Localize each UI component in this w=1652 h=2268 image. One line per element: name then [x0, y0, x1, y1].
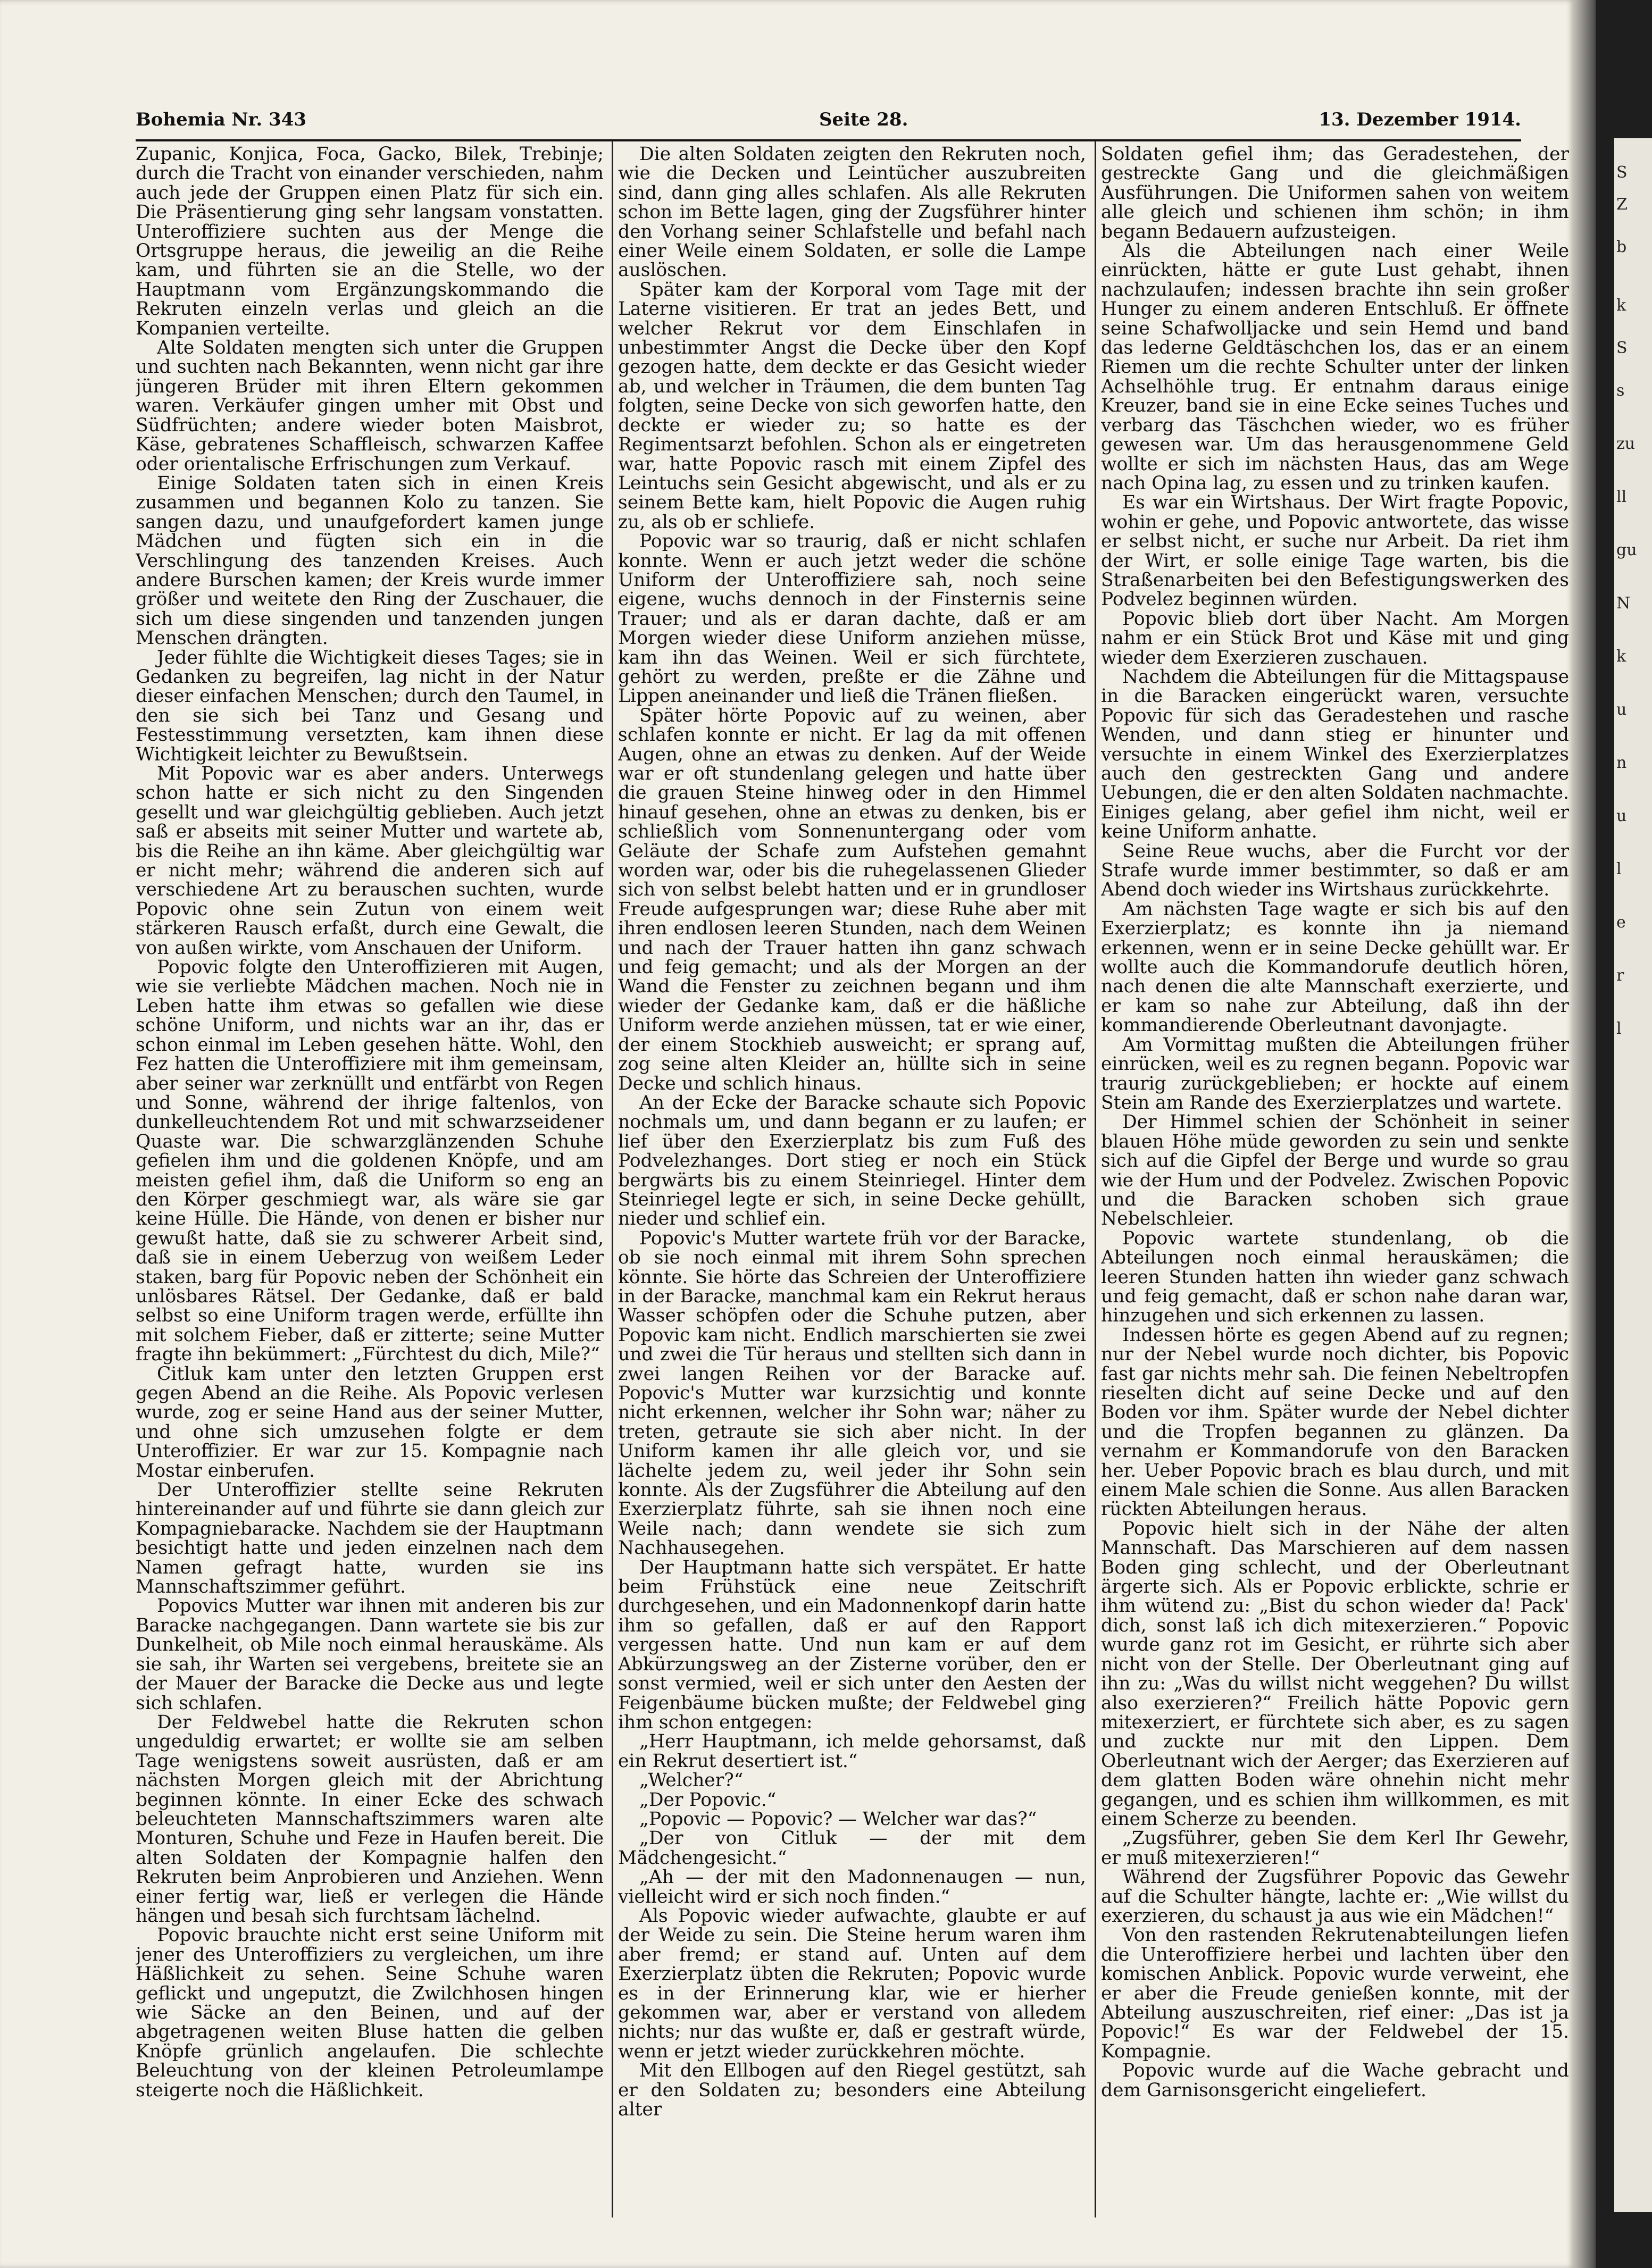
paragraph: Seine Reue wuchs, aber die Furcht vor der Strafe wurde immer bestimmter, so daß er am Abend doch wieder ins Wirtshaus zurückkehrte.	[1101, 840, 1569, 901]
paragraph: Popovics Mutter war ihnen mit anderen bis zur Baracke nachgegangen. Dann wartete sie bis zur Dunkelheit, ob Mile noch einmal herauskäme. Als sie sah, ihr Warten sei vergebens, breitete sie an der Mauer der Baracke die Decke aus und legte sich schlafen.	[136, 1595, 604, 1714]
dialogue-line: „Popovic — Popovic? — Welcher war das?“	[639, 1808, 1037, 1830]
paragraph: Mit den Ellbogen auf den Riegel gestützt, sah er den Soldaten zu; besonders eine Abteilung alter	[618, 2060, 1086, 2121]
paragraph: Popovic wurde auf die Wache gebracht und dem Garnisonsgericht eingeliefert.	[1101, 2060, 1569, 2101]
paragraph: Am Vormittag mußten die Abteilungen früher einrücken, weil es zu regnen begann. Popovic war traurig zurückgeblieben; er hockte auf einem Stein am Rande des Exerzierplatzes und wartete.	[1101, 1034, 1569, 1114]
paragraph: Jeder fühlte die Wichtigkeit dieses Tages; sie in Gedanken zu begreifen, lag nicht in der Natur dieser einfachen Menschen; durch den Taumel, in den sie sich bei Tanz und Gesang und Festesstimmung versetzten, kam ihnen diese Wichtigkeit leichter zu Bewußtsein.	[136, 647, 604, 765]
paragraph: Popovic's Mutter wartete früh vor der Baracke, ob sie noch einmal mit ihrem Sohn sprechen könnte. Sie hörte das Schreien der Unteroffiziere in der Baracke, manchmal kam ein Rekrut heraus Wasser schöpfen oder die Schuhe putzen, aber Popovic kam nicht. Endlich marschierten sie zwei und zwei die Tür heraus und stellten sich dann in zwei langen Reihen vor der Baracke auf. Popovic's Mutter war kurzsichtig und konnte nicht erkennen, welcher ihr Sohn war; näher zu treten, getraute sie sich aber nicht. In der Uniform kamen ihr alle gleich vor, und sie lächelte jedem zu, weil jeder ihr Sohn sein konnte. Als der Zugsführer die Abteilung auf den Exerzierplatz führte, sah sie ihnen noch eine Weile nach; dann wendete sie sich zum Nachhausegehen.	[618, 1227, 1086, 1559]
paragraph: Die alten Soldaten zeigten den Rekruten noch, wie die Decken und Leintücher auszubreiten sind, dann ging alles schlafen. Als alle Rekruten schon im Bette lagen, ging der Zugsführer hinter den Vorhang seiner Schlafstelle und befahl nach einer Weile einem Soldaten, er solle die Lampe auslöschen.	[618, 145, 1086, 281]
dialogue-line: „Welcher?“	[639, 1770, 744, 1792]
adjacent-page-fragment: k	[1616, 647, 1626, 666]
paragraph: Popovic blieb dort über Nacht. Am Morgen nahm er ein Stück Brot und Käse mit und ging wieder dem Exerzieren zuschauen.	[1101, 608, 1569, 668]
paragraph: Zupanic, Konjica, Foca, Gacko, Bilek, Trebinje; durch die Tracht von einander verschieden, nahm auch jede der Gruppen einen Platz für sich ein. Die Präsentierung ging sehr langsam vonstatten. Unteroffiziere suchten aus der Menge die Ortsgruppe heraus, die jeweilig an die Reihe kam, und führten sie an die Stelle, wo der Hauptmann vom Ergänzungskommando die Rekruten einzeln verlas und gleich an die Kompanien verteilte.	[136, 145, 604, 339]
adjacent-page-fragment: S	[1616, 163, 1628, 182]
paragraph: Später kam der Korporal vom Tage mit der Laterne visitieren. Er trat an jedes Bett, und welcher Rekrut vor dem Einschlafen in unbestimmter Angst die Decke über den Kopf gezogen hatte, dem deckte er das Gesicht wieder ab, und welcher in Träumen, die dem bunten Tag folgten, seine Decke von sich geworfen hatte, den deckte er wieder zu; so hatte es der Regimentsarzt befohlen. Schon als er eingetreten war, hatte Popovic rasch mit einem Zipfel des Leintuchs sein Gesicht abgewischt, und als er zu seinem Bette kam, hielt Popovic die Augen ruhig zu, als ob er schliefe.	[618, 279, 1086, 533]
adjacent-page-fragment: gu	[1616, 541, 1637, 559]
adjacent-page-fragment: l	[1616, 1019, 1622, 1038]
adjacent-page-fragment: S	[1616, 339, 1628, 357]
adjacent-page-fragment: r	[1616, 966, 1624, 985]
adjacent-page-fragment: e	[1616, 913, 1626, 932]
dialogue-line: „Zugsführer, geben Sie dem Kerl Ihr Gewehr, er muß mitexerzieren!“	[1101, 1828, 1569, 1869]
paragraph: Der Feldwebel hatte die Rekruten schon ungeduldig erwartet; er wollte sie am selben Tage wenigstens soweit ausrüsten, daß er am nächsten Morgen gleich mit der Abrichtung beginnen könnte. In einer Ecke des schwach beleuchteten Mannschaftszimmers waren alte Monturen, Schuhe und Feze in Haufen bereit. Die alten Soldaten der Kompagnie halfen den Rekruten beim Anprobieren und Anziehen. Wenn einer fertig war, ließ er verlegen die Hände hängen und besah sich furchtsam lächelnd.	[136, 1711, 604, 1927]
adjacent-page-fragment: n	[1616, 754, 1627, 772]
adjacent-page-fragment: u	[1616, 807, 1627, 825]
paragraph: Es war ein Wirtshaus. Der Wirt fragte Popovic, wohin er gehe, und Popovic antwortete, das wisse er selbst nicht, er suche nur Arbeit. Da riet ihm der Wirt, er solle einige Tage warten, bis die Straßenarbeiten bei den Befestigungswerken des Podvelez beginnen würden.	[1101, 492, 1569, 610]
paragraph: Citluk kam unter den letzten Gruppen erst gegen Abend an die Reihe. Als Popovic verlesen wurde, zog er seine Hand aus der seiner Mutter, und ohne sich umzusehen folgte er dem Unteroffizier. Er war zur 15. Kompagnie nach Mostar einberufen.	[136, 1363, 604, 1482]
issue-date: 13. Dezember 1914.	[1319, 109, 1521, 130]
adjacent-page-fragment: u	[1616, 700, 1627, 719]
page-header	[136, 109, 1521, 141]
text-column-2	[618, 145, 1086, 2219]
paragraph: Als Popovic wieder aufwachte, glaubte er auf der Weide zu sein. Die Steine herum waren ihm aber fremd; er stand auf. Unten auf dem Exerzierplatz übten die Rekruten; Popovic wurde es in der Erinnerung klar, wie er hierher gekommen war, aber er verstand von alledem nichts; nur das wußte er, daß er gestraft würde, wenn er jetzt wieder zurückkehren möchte.	[618, 1905, 1086, 2062]
paragraph: Der Hauptmann hatte sich verspätet. Er hatte beim Frühstück eine neue Zeitschrift durchgesehen, und ein Madonnenkopf darin hatte ihm so gefallen, daß er auf den Rapport vergessen hatte. Und nun kam er auf dem Abkürzungsweg an der Zisterne vorüber, den er sonst vermied, weil er sich unter den Aesten der Feigenbäume bücken mußte; der Feldwebel ging ihm schon entgegen:	[618, 1556, 1086, 1733]
paragraph: Während der Zugsführer Popovic das Gewehr auf die Schulter hängte, lachte er: „Wie willst du exerzieren, du schaust ja aus wie ein Mädchen!“	[1101, 1867, 1569, 1927]
paragraph: Popovic hielt sich in der Nähe der alten Mannschaft. Das Marschieren auf dem nassen Boden ging schlecht, und der Oberleutnant ärgerte sich. Als er Popovic erblickte, schrie er ihm wütend zu: „Bist du schon wieder da! Pack' dich, sonst laß ich dich mitexerzieren.“ Popovic wurde ganz rot im Gesicht, er rührte sich aber nicht von der Stelle. Der Oberleutnant ging auf ihn zu: „Was du willst nicht weggehen? Du willst also exerzieren?“ Freilich hätte Popovic gern mitexerziert, er fürchtete sich aber, es zu sagen und zuckte nur mit den Lippen. Dem Oberleutnant wich der Aerger; das Exerzieren auf dem glatten Boden wäre ohnehin nicht mehr gegangen, und es schien ihm willkommen, es mit einem Scherze zu beenden.	[1101, 1518, 1569, 1830]
column-rule	[1095, 141, 1096, 2217]
adjacent-page-fragment: N	[1616, 594, 1631, 613]
paragraph: Soldaten gefiel ihm; das Geradestehen, der gestreckte Gang und die gleichmäßigen Ausführungen. Die Uniformen sahen von weitem alle gleich und schienen ihm schön; in ihm begann Bedauern aufzusteigen.	[1101, 145, 1569, 242]
dialogue-line: „Herr Hauptmann, ich melde gehorsamst, daß ein Rekrut desertiert ist.“	[618, 1731, 1086, 1772]
adjacent-page-fragment: k	[1616, 296, 1626, 315]
publication-name: Bohemia Nr. 343	[136, 109, 307, 130]
paragraph: Popovic folgte den Unteroffizieren mit Augen, wie sie verliebte Mädchen machen. Noch nie in Leben hatte ihm etwas so gefallen wie diese schöne Uniform, und nichts war an ihr, das er schon einmal im Leben gesehen hätte. Wohl, den Fez hatten die Unteroffiziere mit ihm gemeinsam, aber seiner war zerknüllt und entfärbt von Regen und Sonne, während der ihrige faltenlos, von dunkelleuchtendem Rot und mit schwarzseidener Quaste war. Die schwarzglänzenden Schuhe gefielen ihm und die goldenen Knöpfe, und am meisten gefiel ihm, daß die Uniform so eng an den Körper geschmiegt war, als wäre sie gar keine Hülle. Die Hände, von denen er bisher nur gewußt hatte, daß sie zu schwerer Arbeit sind, daß sie in einem Ueberzug von weißem Leder staken, barg für Popovic neben der Schönheit ein unlösbares Rätsel. Der Gedanke, daß er bald selbst so eine Uniform tragen werde, erfüllte ihn mit solchem Fieber, daß er zitterte; seine Mutter fragte ihn bekümmert: „Fürchtest du dich, Mile?“	[136, 957, 604, 1366]
paragraph: Mit Popovic war es aber anders. Unterwegs schon hatte er sich nicht zu den Singenden gesellt und war gleichgültig geblieben. Auch jetzt saß er abseits mit seiner Mutter und wartete ab, bis die Reihe an ihn käme. Aber gleichgültig war er nicht mehr; während die anderen sich auf verschiedene Art zu berauschen suchten, wurde Popovic ohne sein Zutun von einem weit stärkeren Rausch erfaßt, durch eine Gewalt, die von außen wirkte, vom Anschauen der Uniform.	[136, 763, 604, 959]
paragraph: Nachdem die Abteilungen für die Mittagspause in die Baracken eingerückt waren, versuchte Popovic für sich das Geradestehen und rasche Wenden, und dann stieg er hinunter und versuchte in einem Winkel des Exerzierplatzes auch den gestreckten Gang und andere Uebungen, die er den alten Soldaten nachmachte. Einiges gelang, aber gefiel ihm nicht, weil er keine Uniform anhatte.	[1101, 666, 1569, 843]
paragraph: An der Ecke der Baracke schaute sich Popovic nochmals um, und dann begann er zu laufen; er lief über den Exerzierplatz bis zum Fuß des Podvelezhanges. Dort stieg er noch ein Stück bergwärts bis zu einem Steinriegel. Hinter dem Steinriegel legte er sich, in seine Decke gehüllt, nieder und schlief ein.	[618, 1092, 1086, 1230]
column-rule	[612, 141, 613, 2217]
header-rule	[136, 139, 1521, 141]
paragraph: Von den rastenden Rekrutenabteilungen liefen die Unteroffiziere herbei und lachten über den komischen Anblick. Popovic wurde verweint, ehe er aber die Freude genießen konnte, mit der Abteilung auszuschreiten, rief einer: „Das ist ja Popovic!“ Es war der Feldwebel der 15. Kompagnie.	[1101, 1924, 1569, 2062]
paragraph: Der Himmel schien der Schönheit in seiner blauen Höhe müde geworden zu sein und senkte sich auf die Gipfel der Berge und wurde so grau wie der Hum und der Podvelez. Zwischen Popovic und die Baracken schoben sich graue Nebelschleier.	[1101, 1111, 1569, 1230]
dialogue-line: „Der Popovic.“	[639, 1789, 777, 1811]
adjacent-page-fragment: ll	[1616, 488, 1627, 506]
adjacent-page-fragment: Z	[1616, 195, 1628, 214]
adjacent-page-strip	[1614, 138, 1652, 2212]
page-edge-shadow	[1574, 0, 1596, 2268]
adjacent-page-fragment: l	[1616, 860, 1622, 878]
dialogue-line: „Ah — der mit den Madonnenaugen — nun, vielleicht wird er sich noch finden.“	[618, 1867, 1086, 1907]
page-number: Seite 28.	[819, 109, 908, 130]
paragraph: Popovic wartete stundenlang, ob die Abteilungen noch einmal herauskämen; die leeren Stunden hatten ihn wieder ganz schwach und feig gemacht, daß er schon nahe daran war, hinzugehen und sich erkennen zu lassen.	[1101, 1227, 1569, 1327]
paragraph: Alte Soldaten mengten sich unter die Gruppen und suchten nach Bekannten, wenn nicht gar ihre jüngeren Brüder mit ihren Eltern gekommen waren. Verkäufer gingen umher mit Obst und Südfrüchten; andere wieder boten Maisbrot, Käse, gebratenes Schaffleisch, schwarzen Kaffee oder orientalische Erfrischungen zum Verkauf.	[136, 337, 604, 475]
text-column-3	[1101, 145, 1569, 2219]
adjacent-page-fragment: b	[1616, 238, 1627, 256]
adjacent-page-fragment: zu	[1616, 434, 1636, 453]
paragraph: Am nächsten Tage wagte er sich bis auf den Exerzierplatz; es konnte ihn ja niemand erkennen, wenn er in seine Decke gehüllt war. Er wollte auch die Kommandorufe deutlich hören, nach denen die alte Mannschaft exerzierte, und er kam so nahe zur Abteilung, daß ihn der kommandierende Oberleutnant davonjagte.	[1101, 898, 1569, 1036]
text-column-1	[136, 145, 604, 2219]
paragraph: Als die Abteilungen nach einer Weile einrückten, hätte er gute Lust gehabt, ihnen nachzulaufen; indessen brachte ihn sein großer Hunger zu einem anderen Entschluß. Er öffnete seine Schafwolljacke und sein Hemd und band das lederne Geldtäschchen los, das er an einem Riemen um die rechte Schulter unter der linken Achselhöhle trug. Er entnahm daraus einige Kreuzer, band sie in eine Ecke seines Tuches und verbarg das Täschchen wieder, wo es früher gewesen war. Um das herausgenommene Geld wollte er sich im nächsten Haus, das am Wege nach Opina lag, zu essen und zu trinken kaufen.	[1101, 240, 1569, 494]
paragraph: Popovic brauchte nicht erst seine Uniform mit jener des Unteroffiziers zu vergleichen, um ihre Häßlichkeit zu sehen. Seine Schuhe waren geflickt und ungeputzt, die Zwilchhosen hingen wie Säcke an den Beinen, und auf der abgetragenen weiten Bluse hatten die gelben Knöpfe grünlich angelaufen. Die schlechte Beleuchtung von der kleinen Petroleumlampe steigerte noch die Häßlichkeit.	[136, 1924, 604, 2101]
adjacent-page-fragment: s	[1616, 381, 1625, 400]
paragraph: Popovic war so traurig, daß er nicht schlafen konnte. Wenn er auch jetzt weder die schöne Uniform der Unteroffiziere sah, noch seine eigene, wuchs dennoch in der Finsternis seine Trauer; und als er daran dachte, daß er am Morgen wieder diese Uniform anziehen müsse, kam ihn das Weinen. Weil er sich fürchtete, gehört zu werden, preßte er die Zähne und Lippen aneinander und ließ die Tränen fließen.	[618, 531, 1086, 707]
paragraph: Der Unteroffizier stellte seine Rekruten hintereinander auf und führte sie dann gleich zur Kompagniebaracke. Nachdem sie der Hauptmann besichtigt hatte und jeden einzelnen nach dem Namen gefragt hatte, wurden sie ins Mannschaftszimmer geführt.	[136, 1479, 604, 1598]
paragraph: Einige Soldaten taten sich in einen Kreis zusammen und begannen Kolo zu tanzen. Sie sangen dazu, und unaufgefordert kamen junge Mädchen und fügten sich ein in die Verschlingung des tanzenden Kreises. Auch andere Burschen kamen; der Kreis wurde immer größer und weitete den Ring der Zuschauer, die sich um diese singenden und tanzenden jungen Menschen drängten.	[136, 472, 604, 649]
paragraph: Indessen hörte es gegen Abend auf zu regnen; nur der Nebel wurde noch dichter, bis Popovic fast gar nichts mehr sah. Die feinen Nebeltropfen rieselten dicht auf seine Decke und auf den Boden vor ihm. Später wurde der Nebel dichter und die Tropfen begannen zu glänzen. Da vernahm er Kommandorufe von den Baracken her. Ueber Popovic brach es blau durch, und mit einem Male schien die Sonne. Aus allen Baracken rückten Abteilungen heraus.	[1101, 1324, 1569, 1520]
dialogue-line: „Der von Citluk — der mit dem Mädchengesicht.“	[618, 1828, 1086, 1869]
paragraph: Später hörte Popovic auf zu weinen, aber schlafen konnte er nicht. Er lag da mit offenen Augen, ohne an etwas zu denken. Auf der Weide war er oft stundenlang gelegen und hatte über die grauen Steine hinweg oder in den Himmel hinauf gesehen, ohne an etwas zu denken, bis er schließlich vom Sonnenuntergang oder vom Geläute der Schafe zum Aufstehen gemahnt worden war, oder bis die ruhegelassenen Glieder sich von selbst belebt hatten und er in grundloser Freude aufgesprungen war; diese Ruhe aber mit ihren endlosen leeren Stunden, nach dem Weinen und nach der Trauer hatten ihn ganz schwach und feig gemacht; und als der Morgen an der Wand die Fenster zu zeichnen begann und ihm wieder der Gedanke kam, daß er die häßliche Uniform werde anziehen müssen, tat er wie einer, der einem Stockhieb ausweicht; er sprang auf, zog seine alten Kleider an, hüllte sich in seine Decke und schlich hinaus.	[618, 705, 1086, 1094]
